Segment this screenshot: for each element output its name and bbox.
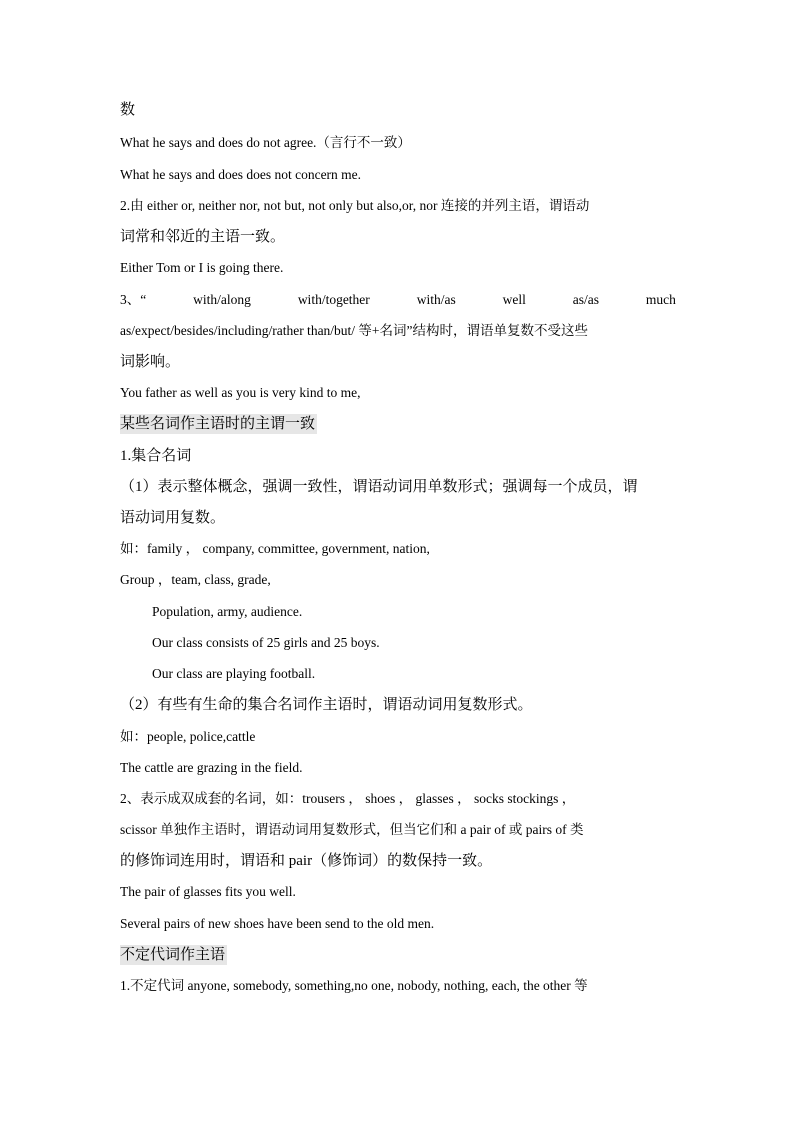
text-line: as/expect/besides/including/rather than/but/ 等+名词”结构时，谓语单复数不受这些 [120,323,589,338]
text-line: 1.不定代词 anyone, somebody, something,no one, nobody, nothing, each, the other 等 [120,978,588,993]
section-heading: 不定代词作主语 [120,947,226,963]
text-line: 词影响。 [120,354,181,370]
text-line: 如：people, police,cattle [120,729,256,744]
text-line: Several pairs of new shoes have been send to the old men. [120,916,435,931]
text-line: You father as well as you is very kind to me, [120,385,361,400]
text-line: 的修饰词连用时，谓语和 pair（修饰词）的数保持一致。 [120,853,493,869]
text-line: 如：family ， company, committee, government, nation, [120,541,430,556]
text-line: 数 [120,102,136,118]
text-line: 词常和邻近的主语一致。 [120,229,286,245]
text-line: Group ，team, class, grade, [120,572,271,587]
text-fragment: 3、“ [120,292,147,307]
section-heading-row [120,414,676,434]
section-heading: 某些名词作主语时的主谓一致 [120,416,316,432]
text-line: Our class are playing football. [152,666,316,681]
justified-line [120,290,676,310]
text-line: 2、表示成双成套的名词，如：trousers ， shoes ， glasses ， socks stockings ， [120,791,576,806]
text-line: scissor 单独作主语时，谓语动词用复数形式，但当它们和 a pair of 或 pairs of 类 [120,822,584,837]
text-fragment: with/together [297,292,370,307]
text-line: The pair of glasses fits you well. [120,884,296,899]
text-line: The cattle are grazing in the field. [120,760,303,775]
text-line: 2.由 either or, neither nor, not but, not only but also,or, nor 连接的并列主语，谓语动 [120,198,590,213]
text-line: What he says and does does not concern me. [120,167,362,182]
text-line: Our class consists of 25 girls and 25 boys. [152,635,380,650]
text-line: 语动词用复数。 [120,510,226,526]
text-fragment: with/as [416,292,456,307]
text-line: 1.集合名词 [120,448,192,464]
text-line: Either Tom or I is going there. [120,260,284,275]
section-heading-row [120,945,676,965]
text-line: （2）有些有生命的集合名词作主语时，谓语动词用复数形式。 [120,697,533,713]
text-fragment: as/as [572,292,600,307]
text-fragment: with/along [193,292,251,307]
text-fragment: well [502,292,526,307]
text-line: （1）表示整体概念，强调一致性，谓语动词用单数形式；强调每一个成员，谓 [120,479,638,495]
text-line: Population, army, audience. [152,604,303,619]
text-line: What he says and does do not agree.（言行不一致） [120,135,411,150]
text-fragment: much [645,292,676,307]
